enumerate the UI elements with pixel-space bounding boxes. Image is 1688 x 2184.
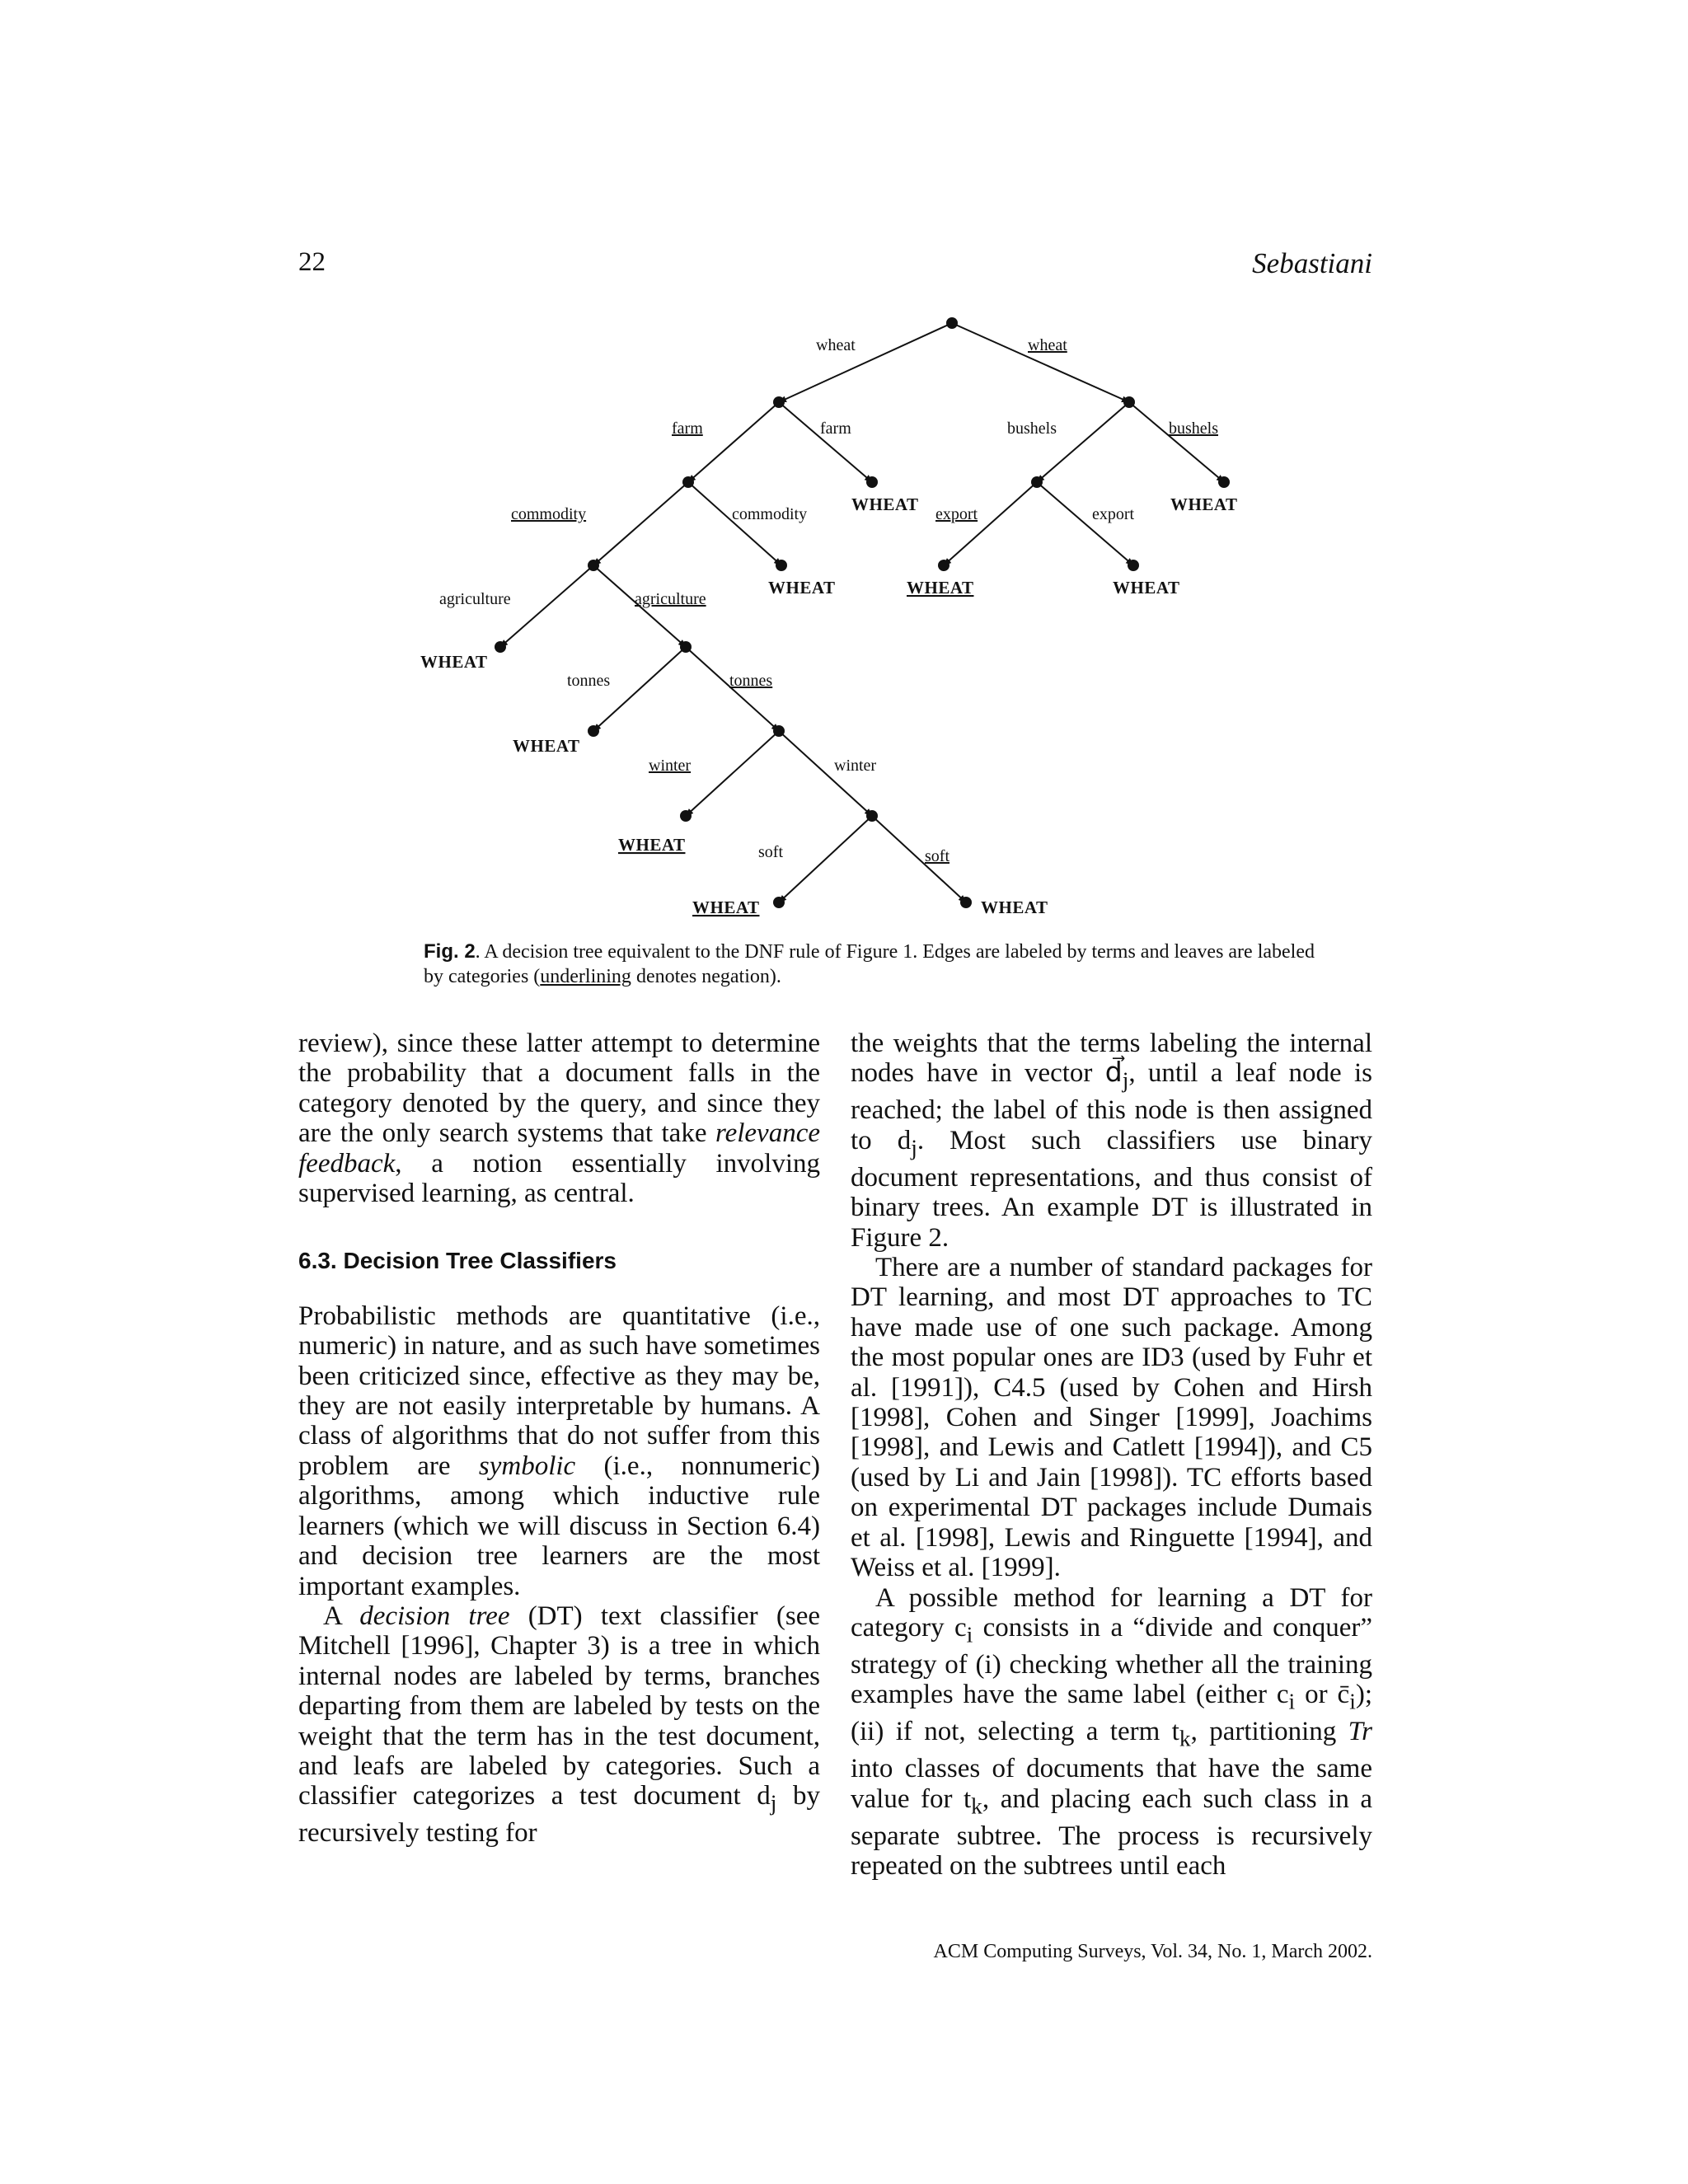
subscript: k <box>1179 1725 1191 1751</box>
page-number: 22 <box>298 247 326 277</box>
label-winter: winter <box>834 757 877 775</box>
leaf-label-winter-neg: WHEAT <box>618 835 686 855</box>
label-agriculture-neg: agriculture <box>635 590 706 608</box>
text-run: (i.e., nonnumeric) algorithms, among which inductive rule learners (which we will discuss in Section 6.4) and decision tree learners are the most important examples. <box>298 1451 820 1601</box>
edge-soft-neg <box>872 816 966 902</box>
edge-export-neg <box>944 482 1037 565</box>
right-paragraph-3 <box>851 1583 1372 1882</box>
node-leaf-winter-neg <box>680 810 692 822</box>
right-paragraph-2: There are a number of standard packages for DT learning, and most DT approaches to TC have made use of one such package. Among the most popular ones are ID3 (used by Fuhr et al. [1991]), C4.5 (used by Cohen and Hirsh [1998], Cohen and Singer [1999], Joachims [1998], and Lewis and Catlett [1994]), and C5 (used by Li and Jain [1998]). TC efforts based on experimental DT packages include Dumais et al. [1998], Lewis and Ringuette [1994], and Weiss et al. [1999]. <box>851 1253 1372 1583</box>
caption-text-1: . A decision tree equivalent to the DNF rule of Figure 1. Edges are labeled by terms and leaves are labeled by categories ( <box>424 941 1315 987</box>
node-leaf-bushels <box>1218 476 1230 488</box>
text-run: by recursively testing for <box>298 1781 820 1849</box>
label-agriculture: agriculture <box>439 590 511 608</box>
node-leaf-soft-neg <box>960 897 972 908</box>
leaf-label-bushels: WHEAT <box>1170 494 1238 514</box>
subscript: i <box>1349 1688 1356 1714</box>
left-column <box>298 1029 820 1849</box>
edge-export <box>1037 482 1133 565</box>
node-n1 <box>773 396 785 408</box>
label-tonnes-neg: tonnes <box>729 672 773 690</box>
edge-agriculture <box>500 565 593 647</box>
label-wheat: wheat <box>816 336 856 354</box>
edge-farm-neg <box>688 402 779 482</box>
caption-underlined: underlining <box>540 966 631 987</box>
caption-label: Fig. 2 <box>424 940 476 963</box>
label-soft: soft <box>758 843 783 861</box>
subscript: i <box>966 1621 973 1647</box>
edge-commodity-neg <box>593 482 688 565</box>
decision-tree-diagram <box>0 0 1688 931</box>
label-export-neg: export <box>935 505 978 523</box>
text-emphasis: symbolic <box>478 1451 576 1481</box>
node-leaf-soft <box>773 897 785 908</box>
label-soft-neg: soft <box>925 847 950 865</box>
text-run: into classes of documents that have the same value for t <box>851 1754 1372 1814</box>
right-paragraph-1 <box>851 1029 1372 1253</box>
node-n8 <box>866 810 878 822</box>
leaf-label-export-neg: WHEAT <box>907 578 974 598</box>
left-paragraph-2 <box>298 1301 820 1601</box>
node-leaf-commodity <box>776 560 787 571</box>
label-wheat-neg: wheat <box>1028 336 1067 354</box>
leaf-label-export: WHEAT <box>1113 578 1180 598</box>
label-tonnes: tonnes <box>567 672 611 690</box>
label-farm-neg: farm <box>672 419 703 438</box>
edge-winter-neg <box>686 731 779 816</box>
subscript: j <box>770 1789 777 1816</box>
leaf-label-soft: WHEAT <box>692 898 760 917</box>
leaf-label-commodity: WHEAT <box>768 578 836 598</box>
node-n4 <box>1031 476 1043 488</box>
text-run: consists in a “divide and conquer” strategy of (i) checking whether all the training examples have the same label (either c <box>851 1612 1372 1710</box>
right-column <box>851 1029 1372 1882</box>
figure-caption <box>424 940 1330 989</box>
node-n2 <box>1123 396 1135 408</box>
node-n6 <box>680 641 692 653</box>
leaf-label-tonnes: WHEAT <box>513 736 580 756</box>
edge-root-left <box>779 323 952 402</box>
label-bushels: bushels <box>1007 419 1057 438</box>
text-run: A <box>323 1601 360 1631</box>
left-paragraph-1 <box>298 1029 820 1208</box>
subscript: k <box>971 1793 982 1819</box>
text-run: A possible method for learning a DT for category c <box>851 1582 1372 1643</box>
subscript: j <box>911 1134 917 1160</box>
edge-bushels <box>1037 402 1129 482</box>
label-winter-neg: winter <box>649 757 692 775</box>
caption-text-2: denotes negation). <box>631 966 781 987</box>
text-run: , partitioning <box>1190 1717 1348 1747</box>
edge-commodity <box>688 482 781 565</box>
leaf-label-farm: WHEAT <box>851 494 919 514</box>
text-run: . Most such classifiers use binary document representations, and thus consist of binary trees. An example DT is illustrated in Figure 2. <box>851 1125 1372 1253</box>
section-heading: 6.3. Decision Tree Classifiers <box>298 1248 617 1274</box>
label-farm: farm <box>820 419 851 438</box>
node-n3 <box>682 476 694 488</box>
text-run: the weights that the terms labeling the internal nodes have in vector d⃗ <box>851 1029 1372 1089</box>
node-leaf-export <box>1128 560 1139 571</box>
label-commodity: commodity <box>732 505 808 523</box>
text-run: or c̄ <box>1295 1680 1350 1710</box>
running-head: Sebastiani <box>1252 247 1372 279</box>
node-leaf-export-neg <box>938 560 950 571</box>
node-n5 <box>588 560 599 571</box>
node-leaf-agriculture <box>495 641 506 653</box>
edge-farm <box>779 402 872 482</box>
text-emphasis: relevance feedback <box>298 1118 820 1179</box>
page-footer: ACM Computing Surveys, Vol. 34, No. 1, March 2002. <box>933 1941 1372 1962</box>
label-bushels-neg: bushels <box>1169 419 1218 438</box>
text-run: ); (ii) if not, selecting a term t <box>851 1680 1373 1747</box>
text-run: , until a leaf node is reached; the label of this node is then assigned to d <box>851 1058 1372 1155</box>
text-emphasis: decision tree <box>359 1601 510 1631</box>
edge-soft <box>779 816 872 902</box>
label-commodity-neg: commodity <box>511 505 587 523</box>
left-paragraph-3 <box>298 1601 820 1849</box>
text-run: review), since these latter attempt to determine the probability that a document falls in the category denoted by the query, and since they are the only search systems that take <box>298 1029 820 1149</box>
node-n7 <box>773 725 785 737</box>
edge-bushels-neg <box>1129 402 1224 482</box>
subscript: j <box>1122 1067 1129 1093</box>
text-run: (DT) text classifier (see Mitchell [1996], Chapter 3) is a tree in which internal nodes are labeled by terms, branches departing from them are labeled by tests on the weight that the term has in the test document, and leafs are labeled by categories. Such a classifier categorizes a test document d <box>298 1601 820 1811</box>
node-root <box>946 317 958 329</box>
text-run: , and placing each such class in a separate subtree. The process is recursively repeated on the subtrees until each <box>851 1783 1373 1882</box>
text-run: Probabilistic methods are quantitative (i.e., numeric) in nature, and as such have sometimes been criticized since, effective as they may be, they are not easily interpretable by humans. A class of algorithms that do not suffer from this problem are <box>298 1301 820 1481</box>
leaf-label-agriculture: WHEAT <box>420 652 488 672</box>
subscript: i <box>1288 1688 1296 1714</box>
edge-root-right <box>952 323 1129 402</box>
node-leaf-farm <box>866 476 878 488</box>
label-export: export <box>1092 505 1135 523</box>
leaf-label-soft-neg: WHEAT <box>981 898 1048 917</box>
text-emphasis: Tr <box>1348 1717 1373 1747</box>
node-leaf-tonnes <box>588 725 599 737</box>
decision-tree-figure <box>0 0 1688 1030</box>
text-run: , a notion essentially involving supervised learning, as central. <box>298 1148 820 1209</box>
